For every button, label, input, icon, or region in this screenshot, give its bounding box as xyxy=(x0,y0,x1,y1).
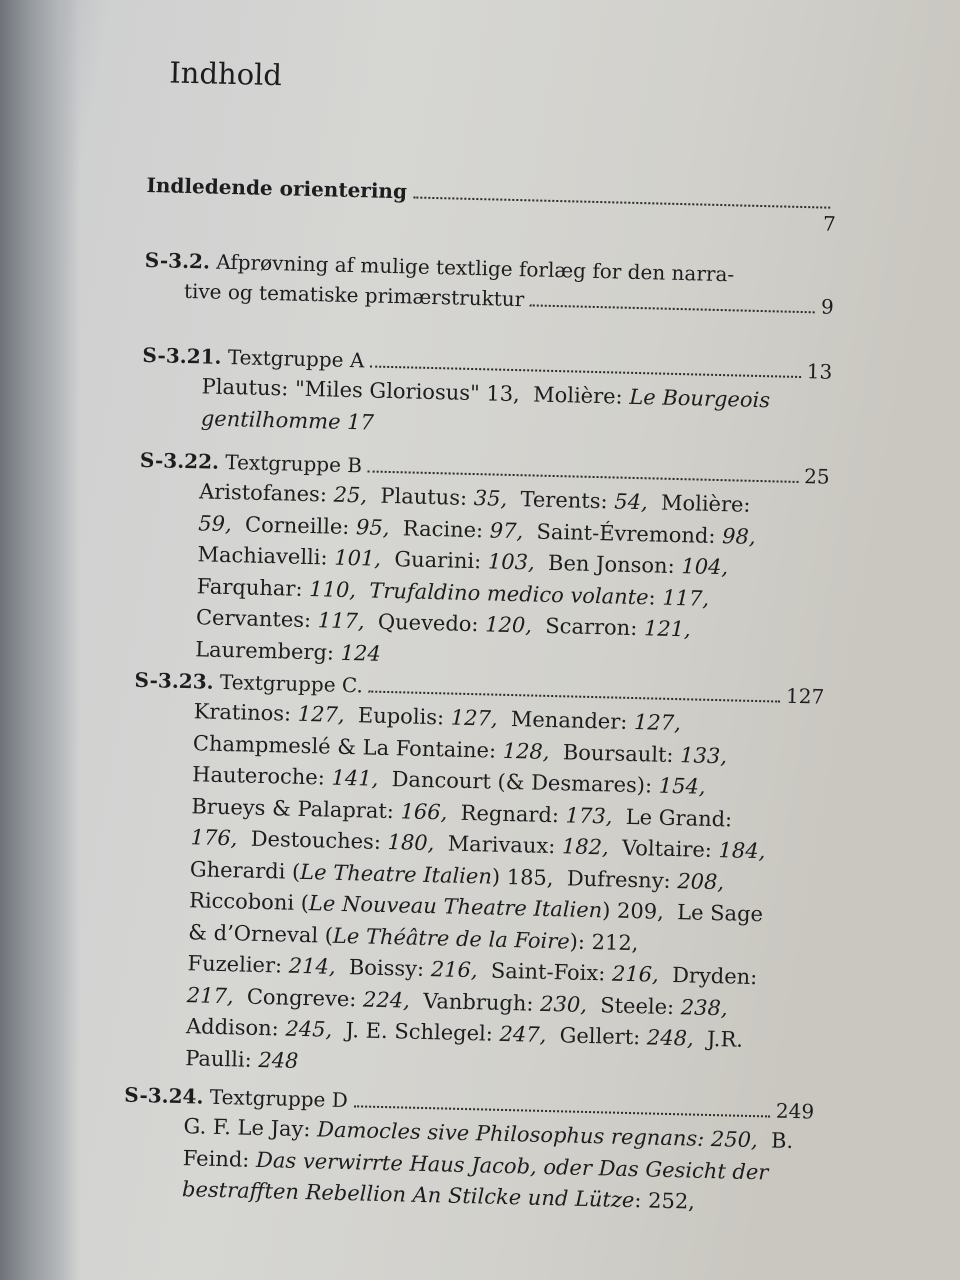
page-ref: 128, xyxy=(502,738,550,764)
entry-page: 9 xyxy=(820,294,835,319)
page-ref: 184, xyxy=(718,838,766,864)
page-ref: 208, xyxy=(677,868,725,894)
dot-leader xyxy=(354,1095,770,1117)
page-ref: 127, xyxy=(297,701,345,727)
author: Molière: xyxy=(660,490,751,517)
page-ref: 133, xyxy=(679,742,728,768)
work-title: Le Théâtre de la Foire xyxy=(332,923,571,954)
author: Marivaux: xyxy=(447,831,556,859)
author: J.R. xyxy=(706,1026,744,1052)
author: Brueys & Palaprat: xyxy=(191,793,395,823)
page-ref: 117, xyxy=(317,608,365,634)
page-ref: 120, xyxy=(484,612,533,638)
entry-page: 249 xyxy=(775,1098,815,1124)
author: Fuzelier: xyxy=(187,951,283,978)
author: Steele: xyxy=(600,992,675,1019)
author: Racine: xyxy=(402,515,484,542)
author: Saint-Foix: xyxy=(490,958,606,986)
author: Quevedo: xyxy=(377,609,479,637)
author: Farquhar: xyxy=(196,573,303,601)
page-ref: 224, xyxy=(362,986,411,1013)
page-ref: 54, xyxy=(613,489,648,515)
page-ref: 173, xyxy=(565,802,613,829)
work-title: Das verwirrte Haus Jacob, oder Das Gesicht der xyxy=(255,1147,769,1184)
toc-entry-s321 xyxy=(141,340,833,450)
entry-title: Textgruppe A xyxy=(227,345,365,373)
author: Boissy: xyxy=(348,955,425,981)
page-ref: 110, xyxy=(309,576,357,602)
page-ref: 180, xyxy=(387,830,435,856)
entry-contents xyxy=(125,695,824,1090)
content-item: Plautus: "Miles Gloriosus" 13, xyxy=(201,374,521,407)
page-ref: 247, xyxy=(499,1021,547,1047)
book-gutter-shadow xyxy=(0,0,80,1280)
author: Dufresny: xyxy=(566,865,671,893)
author: Destouches: xyxy=(250,826,382,854)
author: & d’Orneval ( xyxy=(188,919,334,948)
page-ref: 154, xyxy=(658,773,706,799)
page-ref: 214, xyxy=(288,953,336,979)
page-ref: 95, xyxy=(355,514,390,540)
author: B. xyxy=(770,1128,794,1154)
page-ref: 250, xyxy=(710,1127,758,1153)
author: Feind: xyxy=(182,1145,250,1172)
entry-page: 127 xyxy=(785,683,825,709)
author: Le Grand: xyxy=(625,804,733,831)
page-ref: 59, xyxy=(198,510,233,536)
toc-entry-s324 xyxy=(122,1080,815,1221)
page-ref: 124 xyxy=(340,640,382,666)
entry-title: Textgruppe C. xyxy=(219,669,364,698)
entry-number: S-3.21. xyxy=(142,342,222,369)
toc-page xyxy=(121,45,870,1262)
entry-number: S-3.24. xyxy=(124,1082,204,1109)
author: Boursault: xyxy=(562,739,674,767)
author: Menander: xyxy=(510,707,628,734)
page-ref: 245, xyxy=(285,1016,333,1042)
page-ref: 127, xyxy=(450,705,498,731)
page-ref: 121, xyxy=(643,616,692,642)
author: Riccoboni ( xyxy=(188,888,310,916)
entry-number: S-3.22. xyxy=(139,447,220,474)
page-ref: 248, xyxy=(646,1025,694,1051)
author: Guarini: xyxy=(394,547,482,574)
page-ref: 217, xyxy=(186,982,234,1008)
author: Gellert: xyxy=(559,1023,641,1050)
page-ref: 166, xyxy=(400,798,448,824)
entry-label: Indledende orientering xyxy=(146,172,408,204)
toc-entry-s32 xyxy=(144,245,835,322)
content-work-title: gentilhomme 17 xyxy=(200,405,375,435)
page-ref: 176, xyxy=(190,825,238,851)
page-ref: 216, xyxy=(611,961,660,987)
page-ref: ) 185, xyxy=(491,864,554,890)
work-title: bestrafften Rebellion An Stilcke und Lütze xyxy=(181,1177,635,1213)
page-title: Indhold xyxy=(168,55,283,93)
entry-page: 7 xyxy=(822,211,837,236)
page-ref: 248 xyxy=(258,1047,299,1073)
page-ref: : 252, xyxy=(634,1188,696,1214)
author: Terents: xyxy=(520,487,608,514)
dot-leader xyxy=(370,355,801,378)
author: Scarron: xyxy=(545,613,638,641)
entry-title: Textgruppe B xyxy=(225,449,363,478)
entry-contents xyxy=(135,475,829,681)
author: Cervantes: xyxy=(195,605,312,633)
entry-title-line1: Afprøvning af mulige textlige forlæg for den narra- xyxy=(216,249,735,287)
page-ref: 104, xyxy=(681,554,729,580)
page-ref: 238, xyxy=(680,994,728,1020)
entry-page: 25 xyxy=(803,464,830,489)
entry-title: Textgruppe D xyxy=(209,1084,349,1113)
author: Voltaire: xyxy=(621,835,713,862)
toc-entry-intro xyxy=(146,170,837,239)
author: Le Sage xyxy=(676,900,764,927)
dot-leader xyxy=(369,681,781,703)
entry-number: S-3.23. xyxy=(134,667,214,694)
page-ref: 101, xyxy=(333,545,382,571)
toc-entry-s322 xyxy=(135,445,830,681)
author: Paulli: xyxy=(184,1045,253,1072)
dot-leader xyxy=(530,294,815,313)
dot-leader xyxy=(368,460,799,483)
author: Kratinos: xyxy=(193,699,292,726)
page-ref: 117, xyxy=(662,585,710,611)
author: Plautus: xyxy=(380,483,468,510)
author: Dancourt (& Desmares): xyxy=(391,767,653,798)
separator: : xyxy=(648,584,656,610)
author: J. E. Schlegel: xyxy=(345,1018,494,1046)
author: Vanbrugh: xyxy=(422,988,534,1016)
author: Machiavelli: xyxy=(197,542,328,570)
work-title: Trufaldino medico volante xyxy=(369,578,649,609)
author: Addison: xyxy=(185,1014,280,1041)
content-work-title: Le Bourgeois xyxy=(629,384,771,413)
page-ref: 25, xyxy=(333,482,368,508)
author: Aristofanes: xyxy=(198,479,328,507)
page-ref: 35, xyxy=(473,486,508,511)
page-ref: 103, xyxy=(487,549,535,575)
page-ref: 216, xyxy=(430,957,478,983)
author: Eupolis: xyxy=(357,703,445,730)
page-ref: 127, xyxy=(633,710,682,736)
entry-title-line2: tive og tematiske primærstruktur xyxy=(183,278,525,312)
entry-contents xyxy=(122,1110,814,1221)
author: Congreve: xyxy=(246,984,357,1011)
author: Dryden: xyxy=(671,963,758,990)
author: Lauremberg: xyxy=(194,636,335,665)
author: Champmeslé & La Fontaine: xyxy=(192,730,497,763)
entry-number: S-3.2. xyxy=(144,247,211,274)
page-ref: ) 209, xyxy=(601,898,665,924)
author: Regnard: xyxy=(460,800,560,827)
work-title: Le Theatre Italien xyxy=(299,859,493,889)
page-ref: 182, xyxy=(561,834,610,860)
author: Corneille: xyxy=(244,511,350,539)
toc-entry-s323 xyxy=(125,665,825,1090)
work-title: Damocles sive Philosophus regnans: xyxy=(316,1117,705,1151)
work-title: Le Nouveau Theatre Italien xyxy=(308,891,603,923)
page-ref: ): 212, xyxy=(569,929,639,955)
author: G. F. Le Jay: xyxy=(183,1114,311,1142)
entry-page: 13 xyxy=(806,359,833,384)
author: Ben Jonson: xyxy=(547,550,675,578)
page-ref: 230, xyxy=(539,991,588,1017)
author: Saint-Évremond: xyxy=(536,519,716,548)
content-item: Molière: xyxy=(532,382,623,409)
page-ref: 97, xyxy=(489,517,524,543)
author: Gherardi ( xyxy=(189,856,301,884)
author: Hauteroche: xyxy=(191,762,326,790)
page-ref: 98, xyxy=(721,523,756,549)
page-ref: 141, xyxy=(331,765,379,791)
